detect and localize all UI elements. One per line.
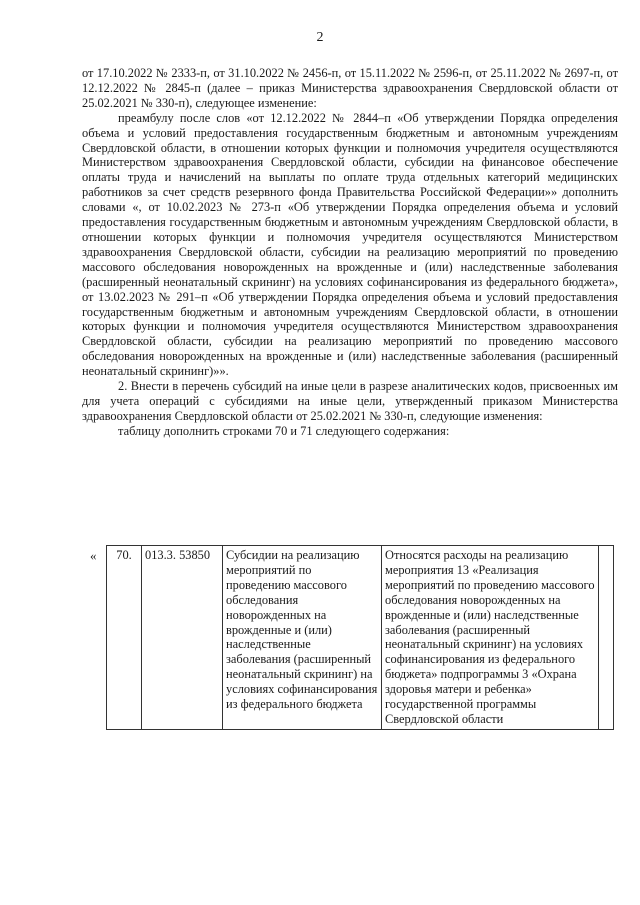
table-row: [107, 546, 614, 730]
row-subsidy-name: Субсидии на реализацию мероприятий по проведению массового обследования новорожденных на врожденные и (или) наследственные заболевания (расширенный неонатальный скрининг) на условиях софинансирования из федерального бюджета: [223, 546, 382, 730]
paragraph-table-intro: таблицу дополнить строками 70 и 71 следующего содержания:: [118, 423, 450, 438]
paragraph-item-2: 2. Внести в перечень субсидий на иные цели в разрезе аналитических кодов, присвоенных им для учета операций с субсидиями на иные цели, утвержденный приказом Министерства здравоохранения Свердловской области от 25.02.2021 № 330-п, следующие изменения:: [82, 379, 618, 423]
paragraph-amendments-list: от 17.10.2022 № 2333-п, от 31.10.2022 № 2456-п, от 15.11.2022 № 2596-п, от 25.11.2022 № 2697-п, от 12.12.2022 № 2845-п (далее – приказ Министерства здравоохранения Свердловской области от 25.02.2021 № 330-п), следующее изменение:: [82, 66, 618, 110]
document-body: [82, 66, 618, 439]
table-open-quote: «: [90, 548, 97, 563]
row-trailing-cell: [599, 546, 614, 730]
row-description: Относятся расходы на реализацию мероприятия 13 «Реализация мероприятий по проведению массового обследования новорожденных на врожденные и (или) наследственные заболевания (расширенный неонатальный скрининг) на условиях софинансирования из федерального бюджета» подпрограммы 3 «Охрана здоровья матери и ребенка» государственной программы Свердловской области: [382, 546, 599, 730]
paragraph-preamble-change: преамбулу после слов «от 12.12.2022 № 2844–п «Об утверждении Порядка определения объема и условий предоставления государственным бюджетным и автономным учреждениям Свердловской области, в отношении которых функции и полномочия учредителя осуществляются Министерством здравоохранения Свердловской области, субсидии на финансовое обеспечение оплаты труда и начислений на выплаты по оплате труда отдельных категорий медицинских работников за счет средств резервного фонда Правительства Российской Федерации»» дополнить словами «, от 10.02.2023 № 273-п «Об утверждении Порядка определения объема и условий предоставления государственным бюджетным и автономным учреждениям Свердловской области, в отношении которых функции и полномочия учредителя осуществляются Министерством здравоохранения Свердловской области, субсидии на реализацию мероприятий по проведению массового обследования новорожденных на врожденные и (или) наследственные заболевания (расширенный неонатальный скрининг) на условиях софинансирования из федерального бюджета», от 13.02.2023 № 291–п «Об утверждении Порядка определения объема и условий предоставления государственным бюджетным и автономным учреждениям Свердловской области, в отношении которых функции и полномочия учредителя осуществляются Министерством здравоохранения Свердловской области, субсидии на реализацию мероприятий по проведению массового обследования новорожденных на врожденные и (или) наследственные заболевания (расширенный неонатальный скрининг)»».: [82, 110, 618, 379]
subsidy-table: [106, 545, 614, 730]
row-number: 70.: [107, 546, 142, 730]
page-number: 2: [316, 30, 324, 45]
row-code: 013.3. 53850: [142, 546, 223, 730]
